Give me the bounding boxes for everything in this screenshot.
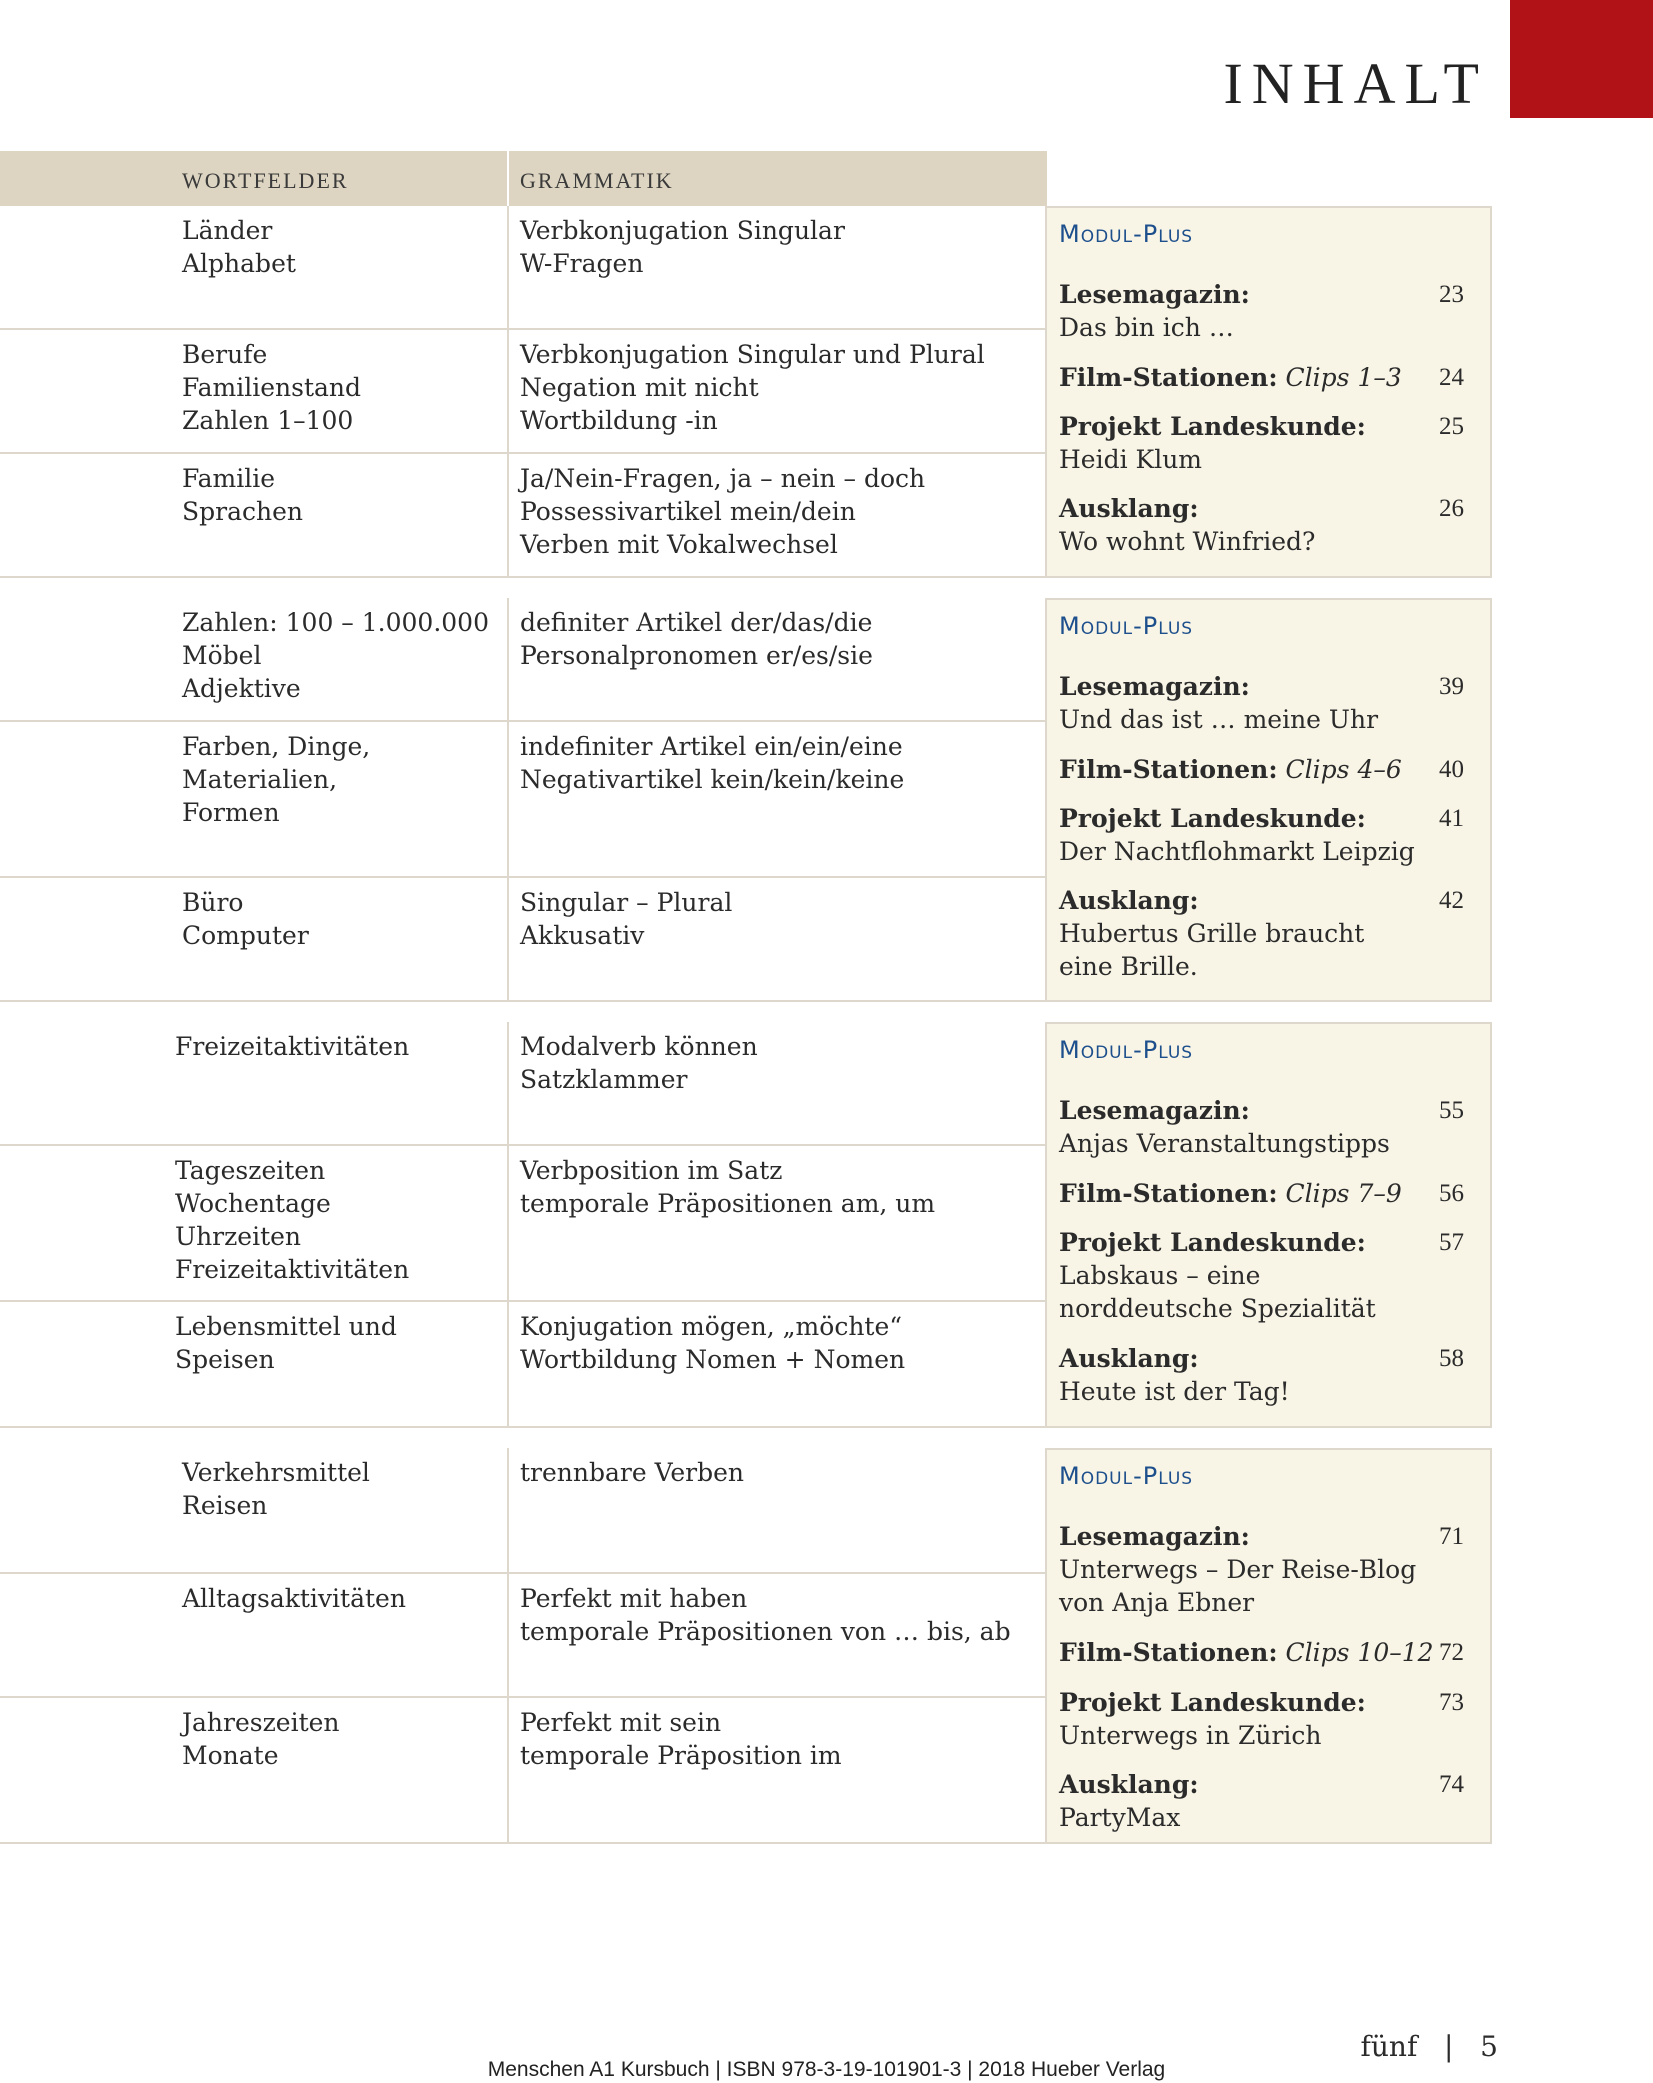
entry-page-number: 57 (1439, 1229, 1464, 1256)
grammatik-cell: Singular – Plural Akkusativ (520, 888, 733, 950)
lesemagazin-entry[interactable] (1059, 670, 1464, 736)
grammatik-cell: Verbposition im Satz temporale Präpositionen am, um (520, 1156, 936, 1218)
entry-page-number: 71 (1439, 1523, 1464, 1550)
entry-text: Heute ist der Tag! (1059, 1377, 1290, 1406)
entry-label: Film-Stationen: (1059, 755, 1278, 784)
entry-label: Film-Stationen: (1059, 363, 1278, 392)
grammatik-cell: Verbkonjugation Singular W-Fragen (520, 216, 845, 278)
modul-plus-box (1045, 1022, 1492, 1428)
entry-label: Projekt Landeskunde: (1059, 1688, 1366, 1717)
red-corner-block (1510, 0, 1653, 118)
film-stationen-entry[interactable] (1059, 1636, 1464, 1669)
entry-page-number: 24 (1439, 364, 1464, 391)
entry-page-number: 74 (1439, 1771, 1464, 1798)
page-word: fünf (1360, 2030, 1418, 2063)
lesemagazin-entry[interactable] (1059, 1094, 1464, 1160)
entry-label: Ausklang: (1059, 886, 1199, 915)
projekt-landeskunde-entry[interactable] (1059, 1686, 1464, 1752)
modul-plus-title: Modul-Plus (1059, 612, 1194, 640)
entry-text: Wo wohnt Winfried? (1059, 527, 1316, 556)
wortfelder-cell: Freizeitaktivitäten (175, 1032, 410, 1061)
entry-text: Der Nachtflohmarkt Leipzig (1059, 837, 1415, 866)
wortfelder-cell: Familie Sprachen (182, 464, 303, 526)
modul-plus-box (1045, 598, 1492, 1002)
modul-plus-title: Modul-Plus (1059, 220, 1194, 248)
entry-text: PartyMax (1059, 1803, 1181, 1832)
entry-label: Projekt Landeskunde: (1059, 1228, 1366, 1257)
film-stationen-entry[interactable] (1059, 361, 1464, 394)
entry-text: Heidi Klum (1059, 445, 1203, 474)
page-separator: | (1444, 2030, 1454, 2063)
film-stationen-entry[interactable] (1059, 1177, 1464, 1210)
entry-text: Anjas Veranstaltungstipps (1059, 1129, 1390, 1158)
lesemagazin-entry[interactable] (1059, 1520, 1464, 1619)
ausklang-entry[interactable] (1059, 1768, 1464, 1834)
wortfelder-cell: Büro Computer (182, 888, 309, 950)
entry-label: Lesemagazin: (1059, 1522, 1250, 1551)
table-row (0, 1022, 1045, 1146)
grammatik-cell: Ja/Nein-Fragen, ja – nein – doch Possessivartikel mein/dein Verben mit Vokalwechsel (520, 464, 926, 559)
modul-plus-box (1045, 1448, 1492, 1844)
entry-clips: Clips 1–3 (1285, 363, 1402, 392)
entry-page-number: 55 (1439, 1097, 1464, 1124)
wortfelder-cell: Alltagsaktivitäten (182, 1584, 406, 1613)
grammatik-cell: indefiniter Artikel ein/ein/eine Negativartikel kein/kein/keine (520, 732, 905, 794)
entry-page-number: 41 (1439, 805, 1464, 832)
grammatik-cell: Modalverb können Satzklammer (520, 1032, 758, 1094)
projekt-landeskunde-entry[interactable] (1059, 1226, 1464, 1325)
entry-label: Ausklang: (1059, 1344, 1199, 1373)
entry-clips: Clips 7–9 (1285, 1179, 1402, 1208)
module-1 (0, 206, 1494, 578)
entry-page-number: 42 (1439, 887, 1464, 914)
wortfelder-cell: Farben, Dinge, Materialien, Formen (182, 732, 371, 827)
modul-plus-title: Modul-Plus (1059, 1036, 1194, 1064)
entry-page-number: 40 (1439, 756, 1464, 783)
page-title: INHALT (1223, 51, 1488, 116)
page-number: 5 (1480, 2030, 1498, 2063)
entry-page-number: 58 (1439, 1345, 1464, 1372)
entry-label: Projekt Landeskunde: (1059, 804, 1366, 833)
entry-text: Labskaus – eine norddeutsche Spezialität (1059, 1261, 1376, 1323)
table-row (0, 1302, 1045, 1428)
entry-text: Unterwegs – Der Reise-Blog von Anja Ebner (1059, 1555, 1417, 1617)
wortfelder-cell: Zahlen: 100 – 1.000.000 Möbel Adjektive (182, 608, 489, 703)
entry-page-number: 73 (1439, 1689, 1464, 1716)
column-header-bar (0, 151, 1047, 206)
table-row (0, 1698, 1045, 1844)
entry-label: Ausklang: (1059, 494, 1199, 523)
wortfelder-cell: Tageszeiten Wochentage Uhrzeiten Freizeitaktivitäten (175, 1156, 410, 1284)
grammatik-cell: Perfekt mit sein temporale Präposition im (520, 1708, 842, 1770)
entry-label: Lesemagazin: (1059, 672, 1250, 701)
ausklang-entry[interactable] (1059, 884, 1464, 983)
table-row (0, 1146, 1045, 1302)
entry-page-number: 39 (1439, 673, 1464, 700)
entry-text: Und das ist … meine Uhr (1059, 705, 1379, 734)
grammatik-cell: Verbkonjugation Singular und Plural Negation mit nicht Wortbildung -in (520, 340, 985, 435)
entry-label: Film-Stationen: (1059, 1638, 1278, 1667)
entry-label: Lesemagazin: (1059, 280, 1250, 309)
table-row (0, 598, 1045, 722)
module-3 (0, 1022, 1494, 1428)
header-divider (507, 151, 509, 206)
table-row (0, 206, 1045, 330)
wortfelder-cell: Berufe Familienstand Zahlen 1–100 (182, 340, 362, 435)
entry-page-number: 25 (1439, 413, 1464, 440)
grammatik-cell: Perfekt mit haben temporale Präpositionen von … bis, ab (520, 1584, 1011, 1646)
entry-clips: Clips 4–6 (1285, 755, 1402, 784)
entry-label: Projekt Landeskunde: (1059, 412, 1366, 441)
table-row (0, 878, 1045, 1002)
table-row (0, 722, 1045, 878)
entry-clips: Clips 10–12 (1285, 1638, 1434, 1667)
grammatik-cell: definiter Artikel der/das/die Personalpronomen er/es/sie (520, 608, 873, 670)
module-2 (0, 598, 1494, 1002)
table-row (0, 330, 1045, 454)
publisher-footer: Menschen A1 Kursbuch | ISBN 978-3-19-101901-3 | 2018 Hueber Verlag (487, 2058, 1166, 2081)
film-stationen-entry[interactable] (1059, 753, 1464, 786)
entry-label: Lesemagazin: (1059, 1096, 1250, 1125)
wortfelder-cell: Verkehrsmittel Reisen (182, 1458, 370, 1520)
table-row (0, 1448, 1045, 1574)
entry-page-number: 23 (1439, 281, 1464, 308)
wortfelder-cell: Jahreszeiten Monate (182, 1708, 340, 1770)
wortfelder-cell: Länder Alphabet (182, 216, 296, 278)
header-wortfelder: WORTFELDER (182, 168, 349, 193)
ausklang-entry[interactable] (1059, 492, 1464, 558)
lesemagazin-entry[interactable] (1059, 278, 1464, 344)
projekt-landeskunde-entry[interactable] (1059, 802, 1464, 868)
wortfelder-cell: Lebensmittel und Speisen (175, 1312, 397, 1374)
modul-plus-box (1045, 206, 1492, 578)
modul-plus-title: Modul-Plus (1059, 1462, 1194, 1490)
ausklang-entry[interactable] (1059, 1342, 1464, 1408)
entry-page-number: 72 (1439, 1639, 1464, 1666)
entry-page-number: 56 (1439, 1180, 1464, 1207)
entry-text: Das bin ich … (1059, 313, 1234, 342)
entry-label: Film-Stationen: (1059, 1179, 1278, 1208)
table-row (0, 1574, 1045, 1698)
module-4 (0, 1448, 1494, 1844)
header-grammatik: GRAMMATIK (520, 168, 674, 193)
grammatik-cell: trennbare Verben (520, 1458, 744, 1487)
grammatik-cell: Konjugation mögen, „möchte“ Wortbildung Nomen + Nomen (520, 1312, 906, 1374)
entry-page-number: 26 (1439, 495, 1464, 522)
table-row (0, 454, 1045, 578)
entry-label: Ausklang: (1059, 1770, 1199, 1799)
entry-text: Unterwegs in Zürich (1059, 1721, 1322, 1750)
projekt-landeskunde-entry[interactable] (1059, 410, 1464, 476)
entry-text: Hubertus Grille braucht eine Brille. (1059, 919, 1365, 981)
